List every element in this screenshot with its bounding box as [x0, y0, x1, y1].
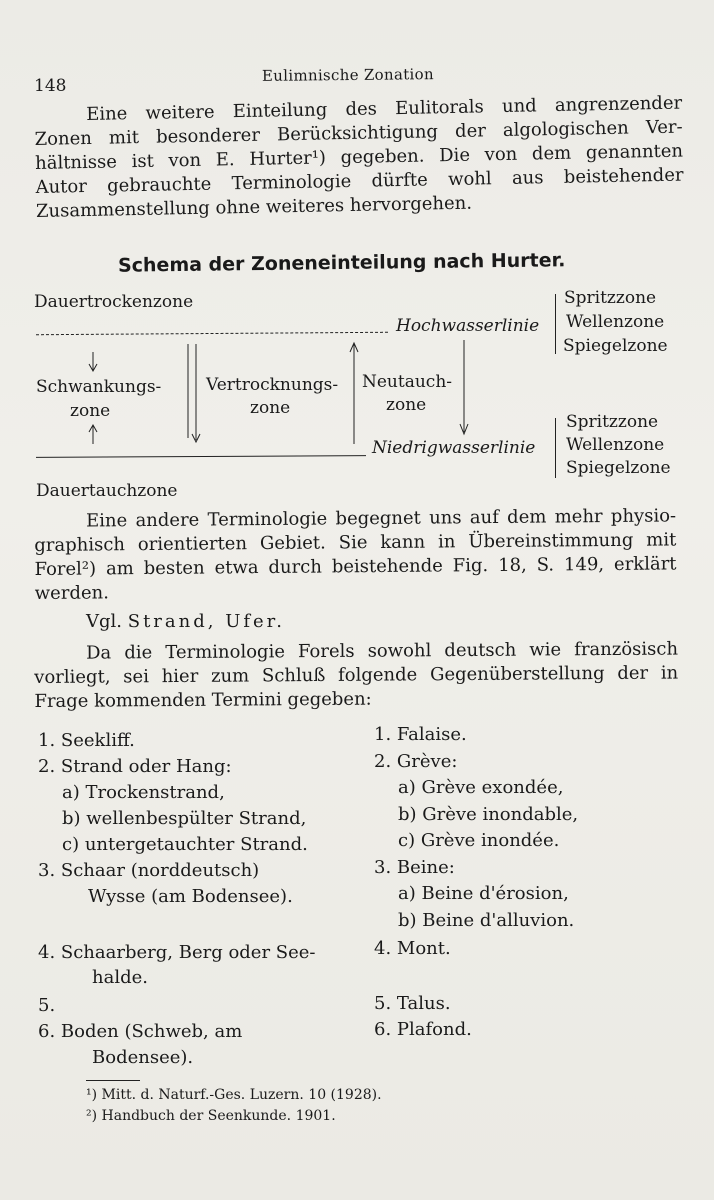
label-dauertauchzone: Dauertauchzone [36, 481, 178, 501]
upper-zone-3: Spiegelzone [563, 336, 668, 356]
footnote-rule [86, 1080, 140, 1081]
lower-zone-3: Spiegelzone [566, 458, 671, 478]
schema-title: Schema der Zoneneinteilung nach Hurter. [117, 249, 566, 277]
term-de-3: 3. Schaar (norddeutsch) [38, 860, 260, 881]
text-line: Da die Terminologie Forels sowohl deutsch wie französisch [86, 638, 679, 664]
label-dauertrockenzone: Dauertrockenzone [34, 292, 194, 312]
text-line: Eine weitere Einteilung des Eulitorals und angrenzender [86, 92, 683, 125]
label-vertrocknungs-2: zone [250, 398, 291, 418]
term-fr-3b: b) Beine d'alluvion. [398, 910, 575, 931]
label-schwankungs-2: zone [70, 401, 111, 421]
text-line: graphisch orientierten Gebiet. Sie kann in Übereinstimmung mit [34, 529, 677, 556]
term-fr-6: 6. Plafond. [374, 1019, 472, 1040]
label-hochwasserlinie: Hochwasserlinie [396, 316, 540, 336]
text-line: Zonen mit besonderer Berücksichtigung der algologischen Ver- [34, 116, 683, 150]
term-de-1: 1. Seekliff. [38, 730, 135, 751]
lower-zone-2: Wellenzone [566, 435, 665, 455]
term-de-2b: b) wellenbespülter Strand, [62, 808, 307, 829]
term-de-6-cont: Bodensee). [92, 1047, 194, 1068]
term-de-3-cont: Wysse (am Bodensee). [88, 886, 293, 907]
term-fr-2: 2. Grève: [374, 751, 458, 772]
term-de-6: 6. Boden (Schweb, am [38, 1021, 243, 1042]
term-de-4: 4. Schaarberg, Berg oder See- [38, 942, 316, 963]
term-de-2a: a) Trockenstrand, [62, 782, 225, 803]
upper-zones-brace [555, 294, 556, 354]
neutauch-up-arrow-icon [346, 340, 362, 446]
text-line: Frage kommenden Termini gegeben: [34, 688, 372, 712]
term-fr-1: 1. Falaise. [374, 724, 467, 745]
schwankung-arrows-icon [84, 350, 104, 446]
term-fr-3a: a) Beine d'érosion, [398, 883, 569, 904]
paragraph-terminology [34, 638, 678, 714]
term-fr-3: 3. Beine: [374, 857, 455, 878]
low-water-solid-line [36, 455, 366, 458]
term-de-2: 2. Strand oder Hang: [38, 756, 232, 777]
text-line: werden. [34, 582, 109, 604]
see-also-prefix: Vgl. [86, 611, 122, 632]
label-niedrigwasserlinie: Niedrigwasserlinie [372, 438, 536, 458]
text-line: Eine andere Terminologie begegnet uns auf dem mehr physio- [86, 505, 677, 532]
water-level-down-arrow-icon [456, 338, 472, 438]
term-de-2c: c) untergetauchter Strand. [62, 834, 308, 855]
lower-zone-1: Spritzzone [566, 412, 659, 432]
term-fr-2a: a) Grève exondée, [398, 777, 564, 798]
term-fr-4: 4. Mont. [374, 938, 451, 959]
term-fr-2c: c) Grève inondée. [398, 830, 560, 851]
upper-zone-1: Spritzzone [564, 288, 657, 308]
upper-zone-2: Wellenzone [566, 312, 665, 332]
term-fr-2b: b) Grève inondable, [398, 804, 579, 825]
running-title: Eulimnische Zonation [261, 65, 434, 85]
text-line: Forel²) am besten etwa durch beistehende Fig. 18, S. 149, erklärt [34, 553, 677, 580]
lower-zones-brace [555, 418, 556, 478]
footnote-1: ¹) Mitt. d. Naturf.-Ges. Luzern. 10 (1928). [86, 1087, 382, 1103]
label-neutauch-2: zone [386, 395, 427, 415]
vertrocknung-down-arrow-icon [182, 342, 206, 446]
term-de-4-cont: halde. [92, 967, 148, 988]
term-de-5: 5. [38, 995, 56, 1016]
text-line: hältnisse ist von E. Hurter¹) gegeben. Die von dem genannten [34, 140, 684, 174]
text-line: vorliegt, sei hier zum Schluß folgende Gegenüberstellung der in [34, 662, 679, 688]
paragraph-forel [34, 504, 677, 606]
intro-paragraph [34, 92, 684, 224]
text-line: Autor gebrauchte Terminologie dürfte wohl aus beistehender [35, 164, 684, 198]
term-fr-5: 5. Talus. [374, 993, 451, 1014]
label-neutauch-1: Neutauch- [362, 372, 453, 392]
see-also-terms: Strand, Ufer. [127, 611, 286, 632]
text-line: Zusammenstellung ohne weiteres hervorgehen. [35, 192, 473, 222]
see-also-line [86, 610, 285, 634]
page-number: 148 [34, 76, 67, 96]
high-water-dashed-line [36, 332, 388, 335]
label-vertrocknungs-1: Vertrocknungs- [206, 375, 339, 395]
label-schwankungs-1: Schwankungs- [36, 377, 162, 397]
footnote-2: ²) Handbuch der Seenkunde. 1901. [86, 1108, 336, 1124]
